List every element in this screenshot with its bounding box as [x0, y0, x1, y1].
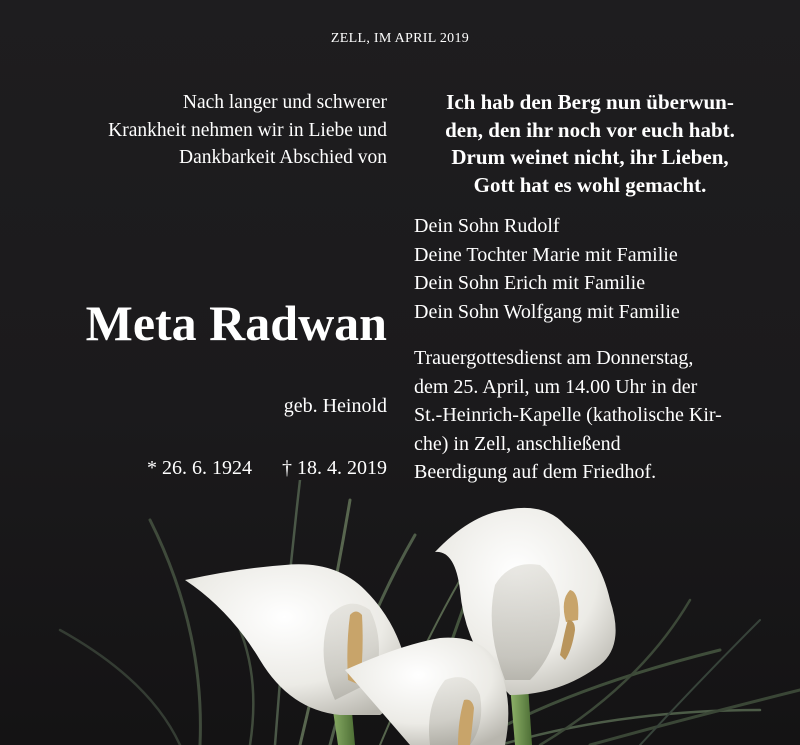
birth-name: geb. Heinold [283, 395, 387, 417]
intro-line: Dankbarkeit Abschied von [179, 147, 387, 168]
funeral-service-info [414, 344, 722, 487]
death-date: † 18. 4. 2019 [282, 457, 387, 479]
verse-line: Ich hab den Berg nun überwun- [446, 90, 734, 114]
memorial-verse [405, 89, 775, 199]
relative-entry: Dein Sohn Erich mit Familie [414, 272, 646, 294]
service-line: Trauergottesdienst am Donnerstag, [414, 347, 694, 369]
intro-line: Krankheit nehmen wir in Liebe und [108, 119, 387, 141]
birth-date: * 26. 6. 1924 [147, 457, 252, 479]
relative-entry: Deine Tochter Marie mit Familie [414, 243, 678, 266]
service-line: che) in Zell, anschließend [414, 432, 621, 455]
relative-entry: Dein Sohn Rudolf [414, 215, 560, 237]
intro-line: Nach langer und schwerer [182, 92, 387, 113]
deceased-name: Meta Radwan [85, 295, 387, 351]
relatives-list [414, 212, 680, 326]
calla-lilies-image [0, 480, 800, 745]
relative-entry: Dein Sohn Wolfgang mit Familie [414, 300, 680, 323]
service-line: dem 25. April, um 14.00 Uhr in der [414, 375, 698, 398]
service-line: St.-Heinrich-Kapelle (katholische Kir- [414, 404, 722, 426]
verse-line: den, den ihr noch vor euch habt. [445, 117, 735, 142]
dateline: ZELL, IM APRIL 2019 [330, 31, 470, 46]
life-dates [147, 457, 387, 480]
service-line: Beerdigung auf dem Friedhof. [414, 461, 657, 483]
verse-line: Gott hat es wohl gemacht. [473, 172, 707, 197]
calla-lily-left [185, 564, 406, 745]
verse-line: Drum weinet nicht, ihr Lieben, [451, 145, 729, 169]
intro-text [27, 89, 387, 172]
